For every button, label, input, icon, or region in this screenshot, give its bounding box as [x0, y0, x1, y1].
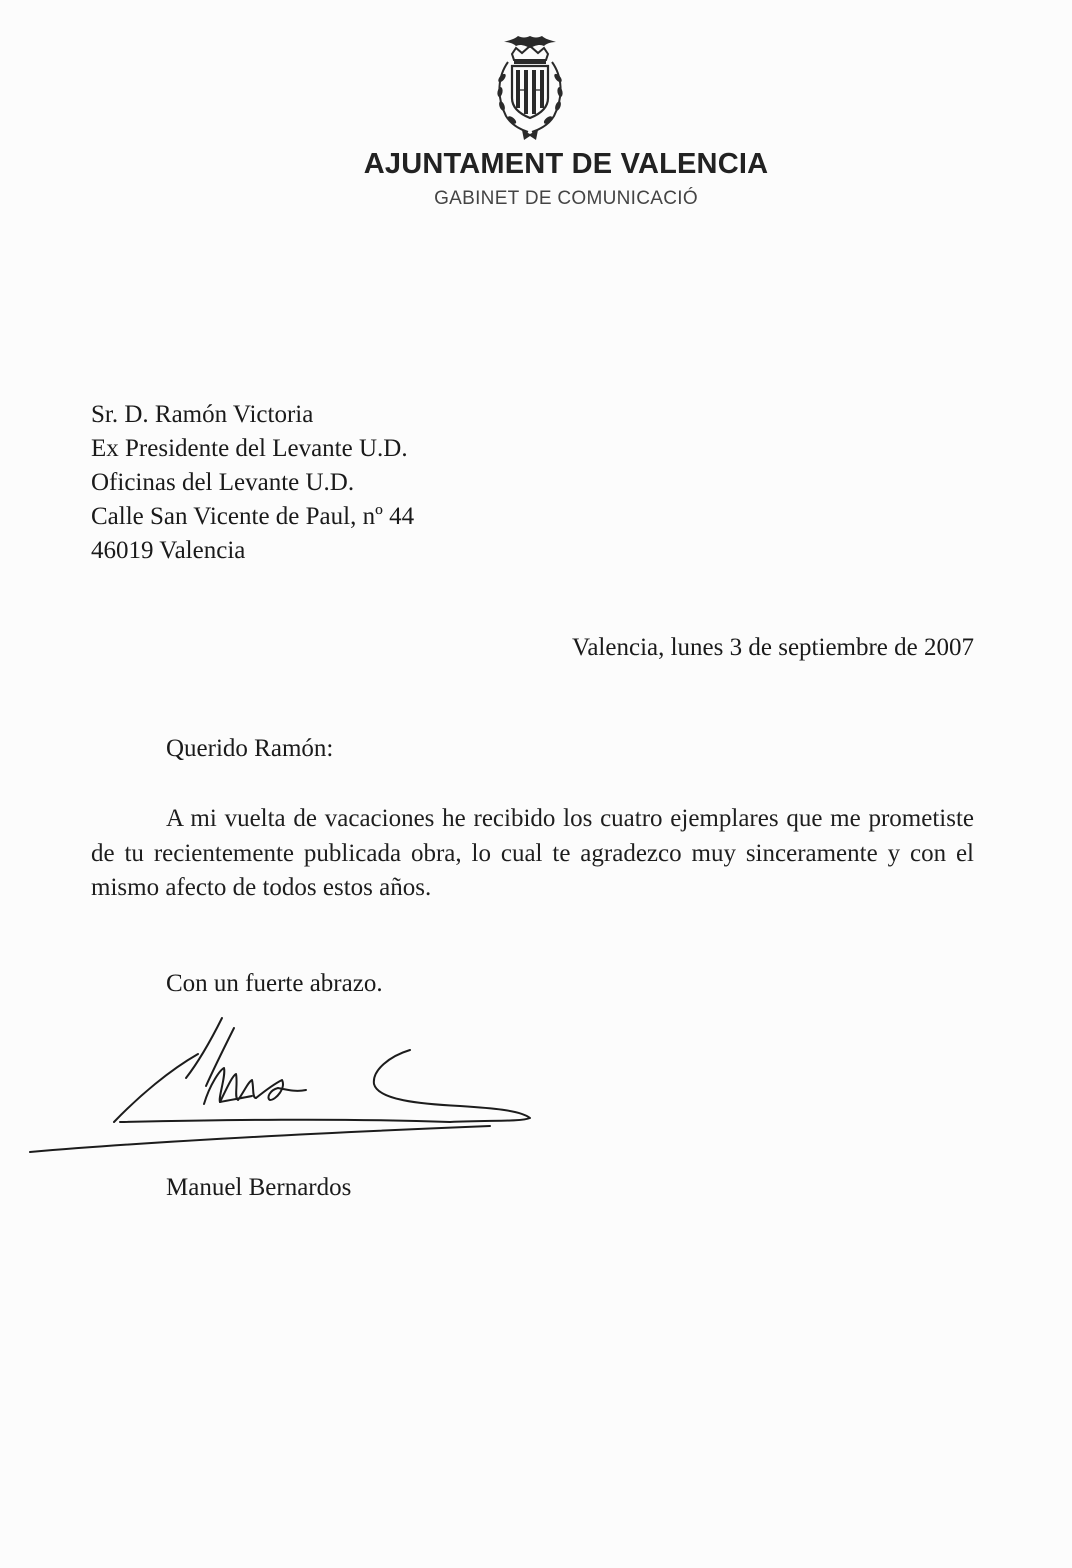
- organization-name: AJUNTAMENT DE VALENCIA: [363, 148, 769, 180]
- handwritten-signature: [20, 1010, 560, 1165]
- letter-body: A mi vuelta de vacaciones he recibido los cuatro ejemplares que me prometiste de tu recientemente publicada obra, lo cual te agradezco muy sinceramente y con el mismo afecto de todos estos años.: [91, 805, 974, 901]
- closing: Con un fuerte abrazo.: [166, 970, 383, 997]
- recipient-line: Oficinas del Levante U.D.: [91, 469, 355, 496]
- recipient-address: [91, 398, 414, 568]
- recipient-line: Ex Presidente del Levante U.D.: [91, 435, 408, 462]
- valencia-coat-of-arms-icon: [482, 32, 578, 142]
- signer-name: Manuel Bernardos: [166, 1174, 352, 1201]
- letter-date: Valencia, lunes 3 de septiembre de 2007: [572, 634, 974, 661]
- department-name: GABINET DE COMUNICACIÓ: [434, 188, 698, 209]
- recipient-line: Calle San Vicente de Paul, nº 44: [91, 503, 415, 530]
- recipient-line: 46019 Valencia: [91, 537, 246, 564]
- salutation: Querido Ramón:: [166, 735, 334, 762]
- recipient-line: Sr. D. Ramón Victoria: [91, 401, 314, 428]
